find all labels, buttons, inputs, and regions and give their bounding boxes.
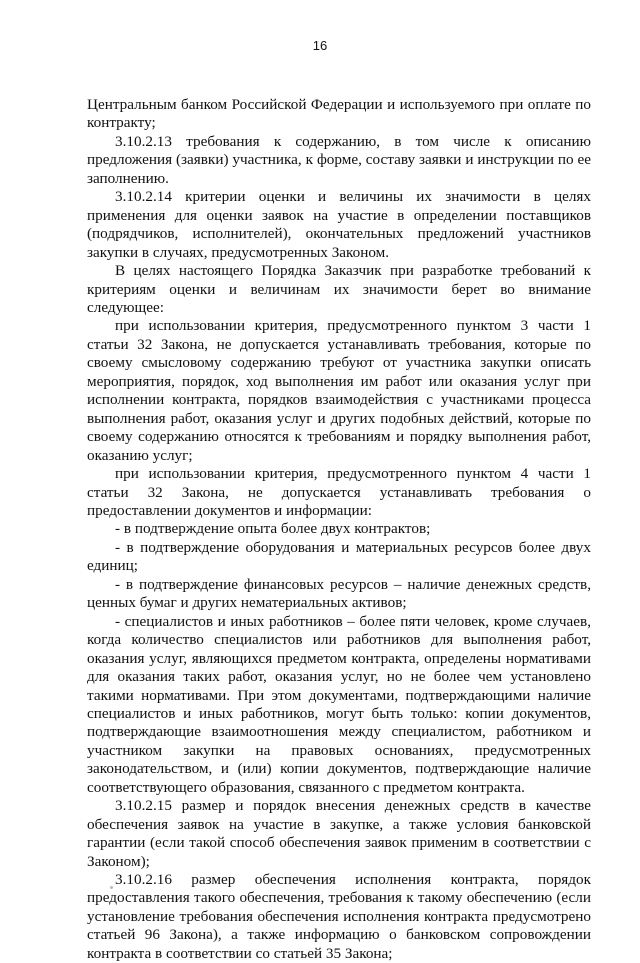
paragraph-payment-currency: Центральным банком Российской Федерации и используемого при оплате по контракту; xyxy=(87,96,591,132)
paragraph-3-10-2-14: 3.10.2.14 критерии оценки и величины их значимости в целях применения для оценки заявок на участие в определении поставщиков (подрядчиков, исполнителей), окончательных предложений участников закупки в случаях, предусмотренных Законом. xyxy=(87,188,591,261)
list-item-financial-resources: - в подтверждение финансовых ресурсов – наличие денежных средств, ценных бумаг и других нематериальных активов; xyxy=(87,575,591,612)
paragraph-criterion-point-4: при использовании критерия, предусмотренного пунктом 4 части 1 статьи 32 Закона, не допускается устанавливать требования о предоставлении документов и информации: xyxy=(87,465,591,519)
document-body xyxy=(87,96,591,963)
paragraph-3-10-2-16: 3.10.2.16 размер обеспечения исполнения контракта, порядок предоставления такого обеспечения, требования к такому обеспечению (если установление требования обеспечения исполнения контракта предусмотрено статьей 96 Закона), а также информацию о банковском сопровождении контракта в соответствии со статьей 35 Закона; xyxy=(87,871,591,962)
list-item-specialists: - специалистов и иных работников – более пяти человек, кроме случаев, когда количество специалистов или работников для выполнения работ, оказания услуг, являющихся предметом контракта, определены нормативами для оказания таких работ, оказания услуг, но не более чем установлено такими нормативами. При этом документами, подтверждающими наличие специалистов и иных работников, могут быть только: копии документов, подтверждающие взаимоотношения между специалистом, работником и участником закупки на правовых основаниях, предусмотренных законодательством, и (или) копии документов, подтверждающие наличие соответствующего образования, связанного с предметом контракта. xyxy=(87,612,591,796)
paragraph-3-10-2-15: 3.10.2.15 размер и порядок внесения денежных средств в качестве обеспечения заявок на участие в закупке, а также условия банковской гарантии (если такой способ обеспечения заявок применим в соответствии с Законом); xyxy=(87,797,591,870)
list-item-experience: - в подтверждение опыта более двух контрактов; xyxy=(115,520,431,538)
paragraph-3-10-2-13: 3.10.2.13 требования к содержанию, в том числе к описанию предложения (заявки) участника, к форме, составу заявки и инструкции по ее заполнению. xyxy=(87,132,591,187)
scan-speck xyxy=(110,886,113,889)
paragraph-evaluation-intro: В целях настоящего Порядка Заказчик при разработке требований к критериям оценки и величинам их значимости берет во внимание следующее: xyxy=(87,262,591,316)
list-item-equipment: - в подтверждение оборудования и материальных ресурсов более двух единиц; xyxy=(87,538,591,575)
page-number: 16 xyxy=(312,38,328,53)
paragraph-criterion-point-3: при использовании критерия, предусмотренного пунктом 3 части 1 статьи 32 Закона, не допускается устанавливать требования, которые по своему смысловому содержанию требуют от участника закупки описать мероприятия, порядок, ход выполнения им работ или оказания услуг при исполнении контракта, порядков взаимодействия с участниками процесса выполнения работ, оказания услуг и других подобных действий, которые по своему содержанию относятся к требованиям и порядку выполнения работ, оказанию услуг; xyxy=(87,317,591,464)
